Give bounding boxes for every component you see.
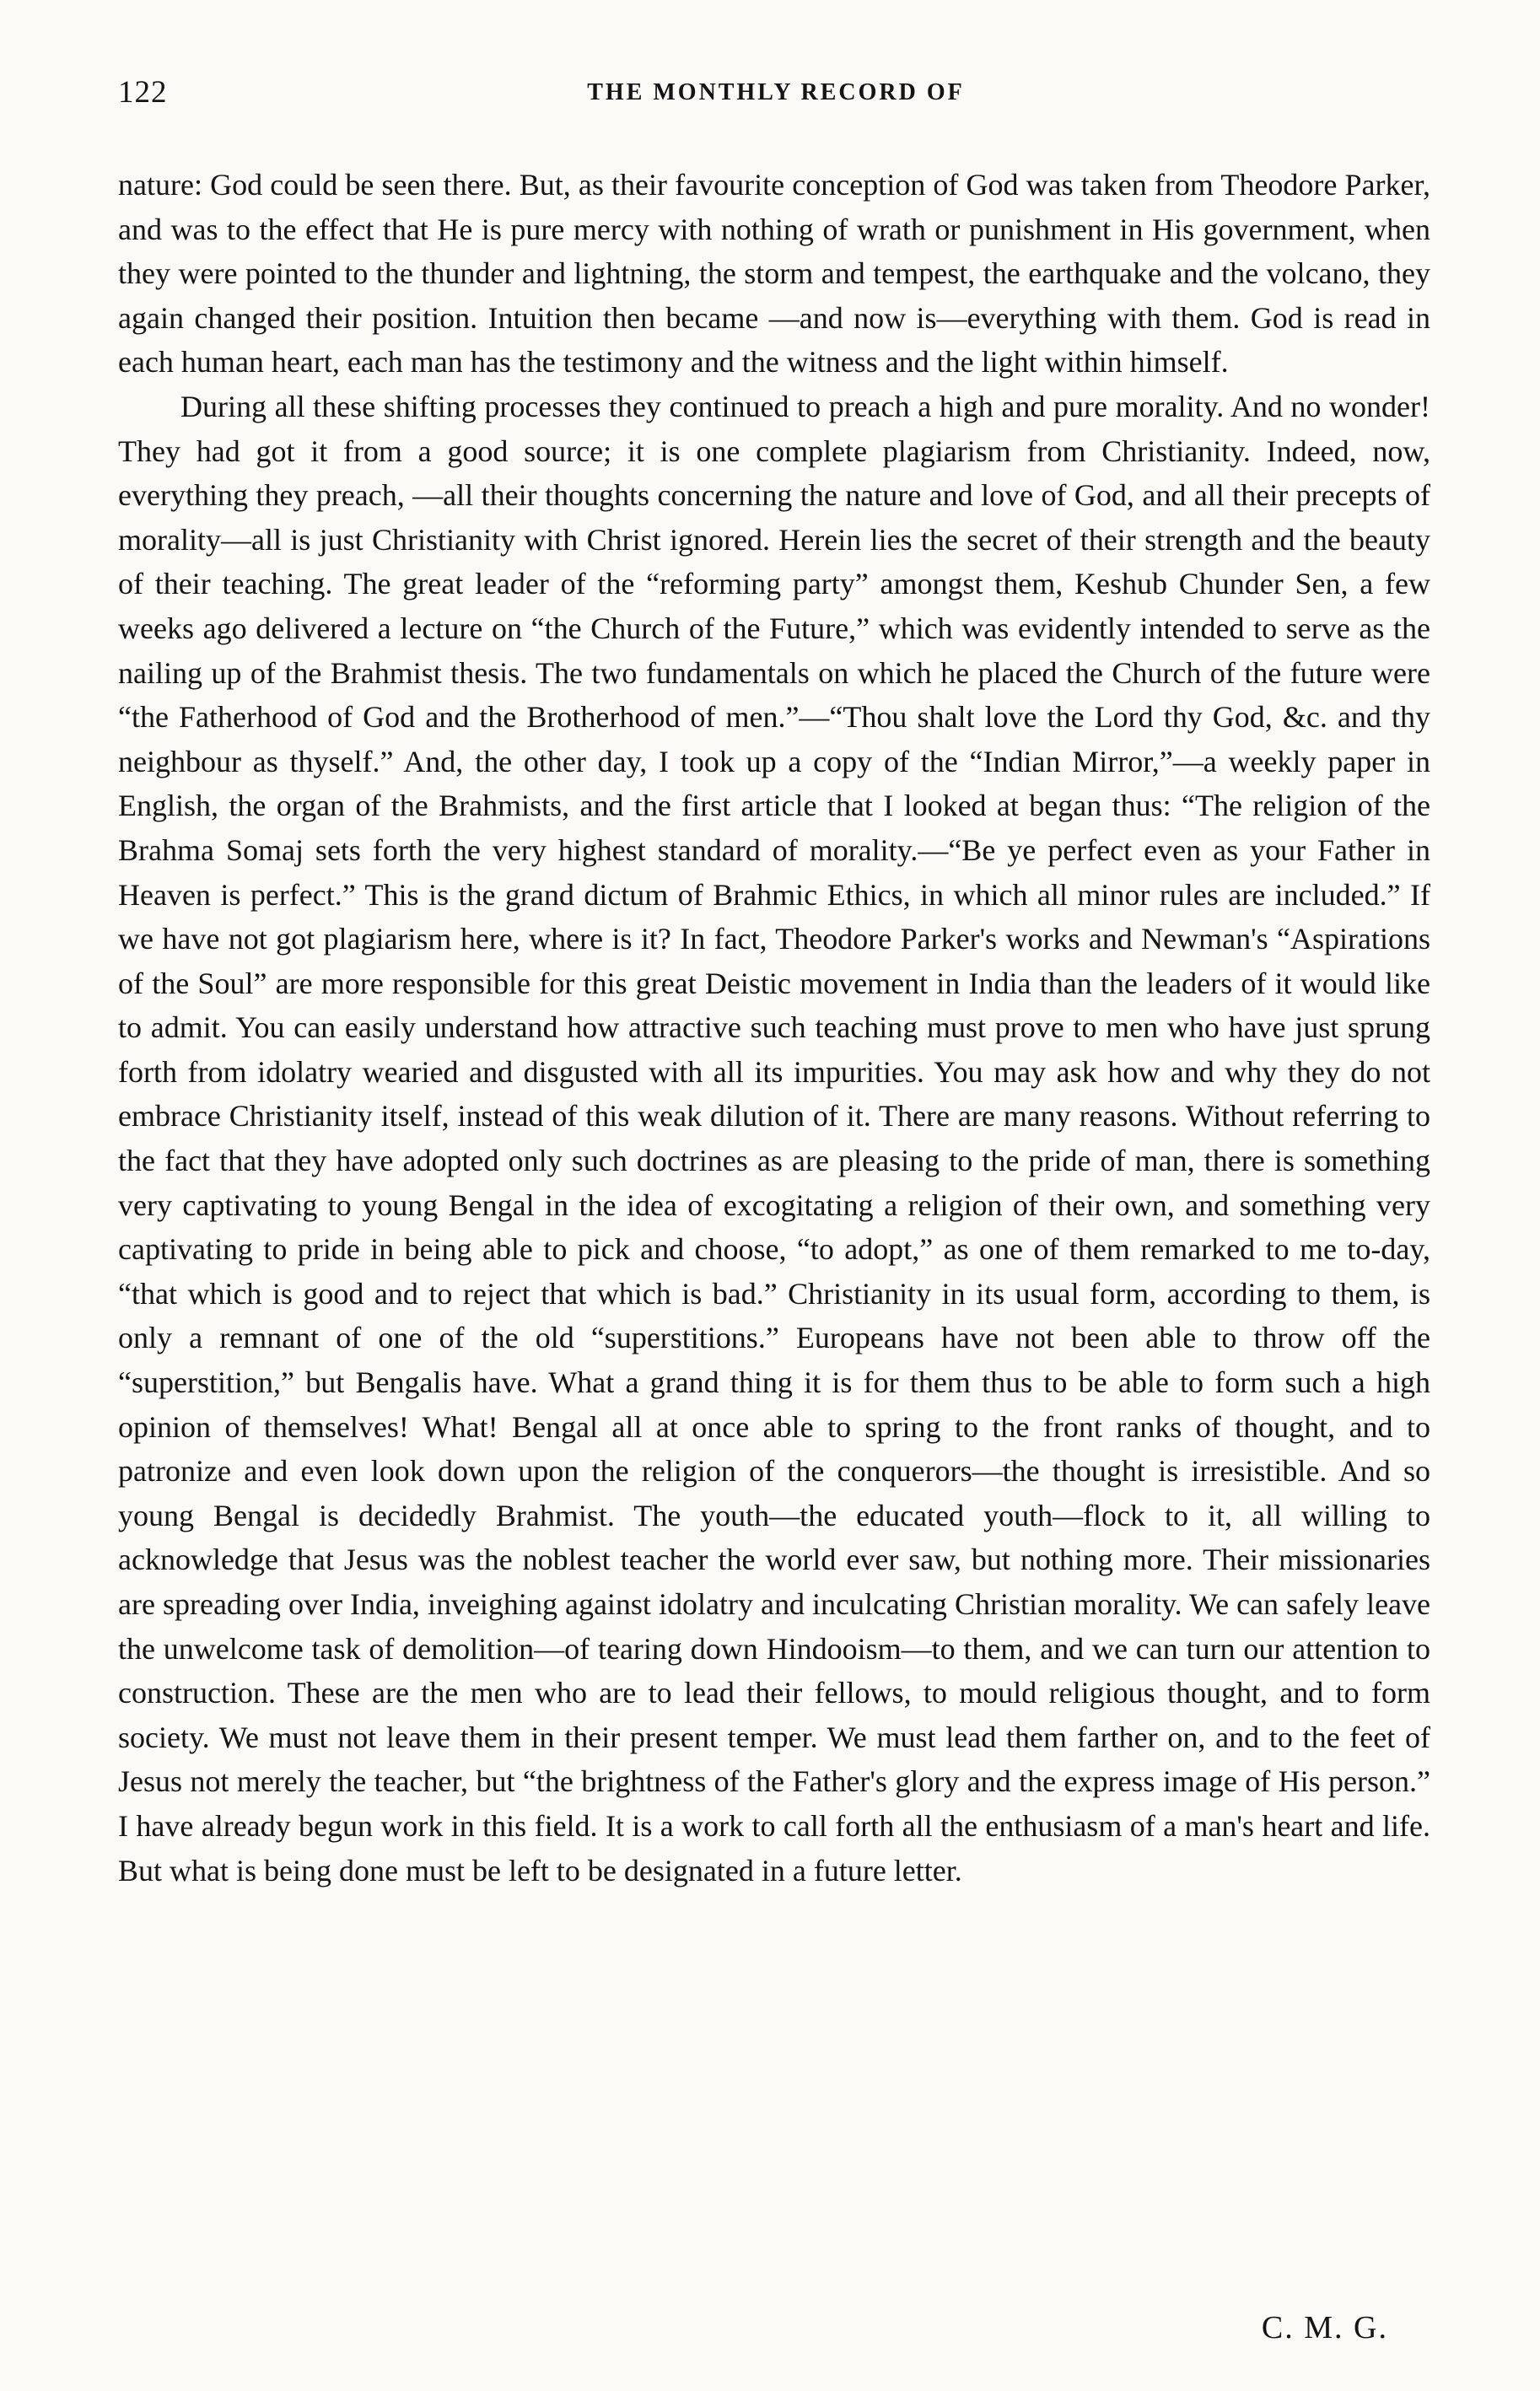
running-title: THE MONTHLY RECORD OF <box>587 79 965 105</box>
paragraph-2: During all these shifting processes they continued to preach a high and pure morality. And no wonder! They had got it from a good source; it is one complete plagiarism from Christianity. Indeed, now, everything they preach, —all their thoughts concerning the nature and love of God, and all their precepts of morality—all is just Christianity with Christ ignored. Herein lies the secret of their strength and the beauty of their teaching. The great leader of the “reforming party” amongst them, Keshub Chunder Sen, a few weeks ago delivered a lecture on “the Church of the Future,” which was evidently intended to serve as the nailing up of the Brahmist thesis. The two fundamentals on which he placed the Church of the future were “the Fatherhood of God and the Brotherhood of men.”—“Thou shalt love the Lord thy God, &c. and thy neighbour as thyself.” And, the other day, I took up a copy of the “Indian Mirror,”—a weekly paper in English, the organ of the Brahmists, and the first article that I looked at began thus: “The religion of the Brahma Somaj sets forth the very highest standard of morality.—“Be ye perfect even as your Father in Heaven is perfect.” This is the grand dictum of Brahmic Ethics, in which all minor rules are included.” If we have not got plagiarism here, where is it? In fact, Theodore Parker's works and Newman's “Aspirations of the Soul” are more responsible for this great Deistic movement in India than the leaders of it would like to admit. You can easily understand how attractive such teaching must prove to men who have just sprung forth from idolatry wearied and disgusted with all its impurities. You may ask how and why they do not embrace Christianity itself, instead of this weak dilution of it. There are many reasons. Without referring to the fact that they have adopted only such doctrines as are pleasing to the pride of man, there is something very captivating to young Bengal in the idea of excogitating a religion of their own, and something very captivating to pride in being able to pick and choose, “to adopt,” as one of them remarked to me to-day, “that which is good and to reject that which is bad.” Christianity in its usual form, according to them, is only a remnant of one of the old “superstitions.” Europeans have not been able to throw off the “superstition,” but Bengalis have. What a grand thing it is for them thus to be able to form such a high opinion of themselves! What! Bengal all at once able to spring to the front ranks of thought, and to patronize and even look down upon the religion of the conquerors—the thought is irresistible. And so young Bengal is decidedly Brahmist. The youth—the educated youth—flock to it, all willing to acknowledge that Jesus was the noblest teacher the world ever saw, but nothing more. Their missionaries are spreading over India, inveighing against idolatry and inculcating Christian morality. We can safely leave the unwelcome task of demolition—of tearing down Hindooism—to them, and we can turn our attention to construction. These are the men who are to lead their fellows, to mould religious thought, and to form society. We must not leave them in their present temper. We must lead them farther on, and to the feet of Jesus not merely the teacher, but “the brightness of the Father's glory and the express image of His person.” I have already begun work in this field. It is a work to call forth all the enthusiasm of a man's heart and life. But what is being done must be left to be designated in a future letter. <box>118 389 1430 1887</box>
page-header <box>118 74 1434 125</box>
page-number: 122 <box>118 75 168 110</box>
paragraph-1: nature: God could be seen there. But, as their favourite conception of God was taken from Theodore Parker, and was to the effect that He is pure mercy with nothing of wrath or punishment in His government, when they were pointed to the thunder and lightning, the storm and tempest, the earthquake and the volcano, they again changed their position. Intuition then became —and now is—everything with them. God is read in each human heart, each man has the testimony and the witness and the light within himself. <box>118 168 1430 380</box>
article-body <box>118 163 1430 1893</box>
author-signature: C. M. G. <box>1261 2310 1388 2345</box>
